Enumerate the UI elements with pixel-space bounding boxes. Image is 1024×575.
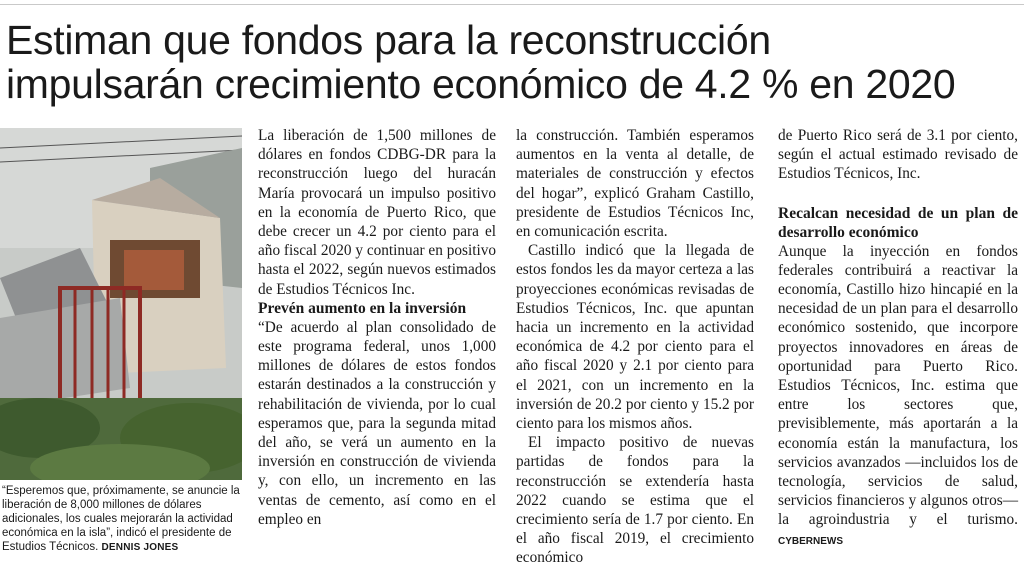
top-rule [0, 4, 1024, 5]
article-column-1 [258, 126, 496, 529]
paragraph-text: Aunque la inyección en fondos federales contribuirá a reactivar la economía, Castillo hizo hincapié en la necesidad de un plan para el desarrollo económico sostenido, que incorpore proyectos innovadores en áreas de oportunidad para Puerto Rico. Estudios Técnicos, Inc. estima que entre los sectores que, previsiblemente, más aportarán a la economía están la manufactura, los servicios avanzados —incluidos los de tecnología, servicios de salud, servicios financieros y algunos otros— la agroindustria y el turismo. [778, 242, 1018, 529]
paragraph: Castillo indicó que la llegada de estos fondos les da mayor certeza a las proyecciones económicas revisadas de Estudios Técnicos, Inc. que apuntan hacia un incremento en la actividad económica de 4.2 por ciento para el año fiscal 2020 y 2.1 por ciento para el 2021, con un incremento en la inversión de 20.2 por ciento y 15.2 por ciento para los mismos años. [516, 242, 754, 433]
paragraph: El impacto positivo de nuevas partidas de fondos para la reconstrucción se extendería hasta 2022 cuando se estima que el crecimiento sería de 1.7 por ciento. En el año fiscal 2019, el crecimiento económico [516, 434, 754, 567]
paragraph: “De acuerdo al plan consolidado de este programa federal, unos 1,000 millones de dólares de estos fondos estarán destinados a la construcción y rehabilitación de vivienda, por lo cual esperamos que, para la segunda mitad del año, se verá un aumento en la inversión en construcción de vivienda y, con ello, un incremento en las ventas de cemento, así como en el empleo en [258, 318, 496, 528]
caption-text: “Esperemos que, próximamente, se anuncie la liberación de 8,000 millones de dólares adicionales, los cuales mejorarán la actividad económica en la isla”, indicó el presidente de Estudios Técnicos. [2, 485, 240, 553]
subheading: Recalcan necesidad de un plan de desarrollo económico [778, 204, 1018, 241]
headline-line-2: impulsarán crecimiento económico de 4.2 % en 2020 [6, 61, 956, 107]
paragraph: la construcción. También esperamos aumentos en la venta al detalle, de materiales de construcción y efectos del hogar”, explicó Graham Castillo, presidente de Estudios Técnicos Inc, en comunicación escrita. [516, 127, 754, 241]
damaged-house-illustration [0, 128, 242, 480]
subheading: Prevén aumento en la inversión [258, 299, 467, 317]
headline [6, 18, 1016, 106]
paragraph: de Puerto Rico será de 3.1 por ciento, según el actual estimado revisado de Estudios Técnicos, Inc. [778, 127, 1018, 183]
article-column-2 [516, 126, 754, 568]
headline-line-1: Estiman que fondos para la reconstrucción [6, 17, 771, 63]
article-column-3 [778, 126, 1018, 551]
paragraph: La liberación de 1,500 millones de dólares en fondos CDBG-DR para la reconstrucción luego del huracán María provocará un impulso positivo en la economía de Puerto Rico, que debe crecer un 4.2 por ciento para el año fiscal 2020 y continuar en positivo hasta el 2022, según nuevos estimados de Estudios Técnicos Inc. [258, 127, 496, 298]
news-photo [0, 128, 242, 480]
photo-caption [2, 484, 246, 555]
paragraph [778, 242, 1018, 551]
source-credit: CYBERNEWS [778, 535, 844, 547]
photo-credit: DENNIS JONES [101, 542, 179, 553]
